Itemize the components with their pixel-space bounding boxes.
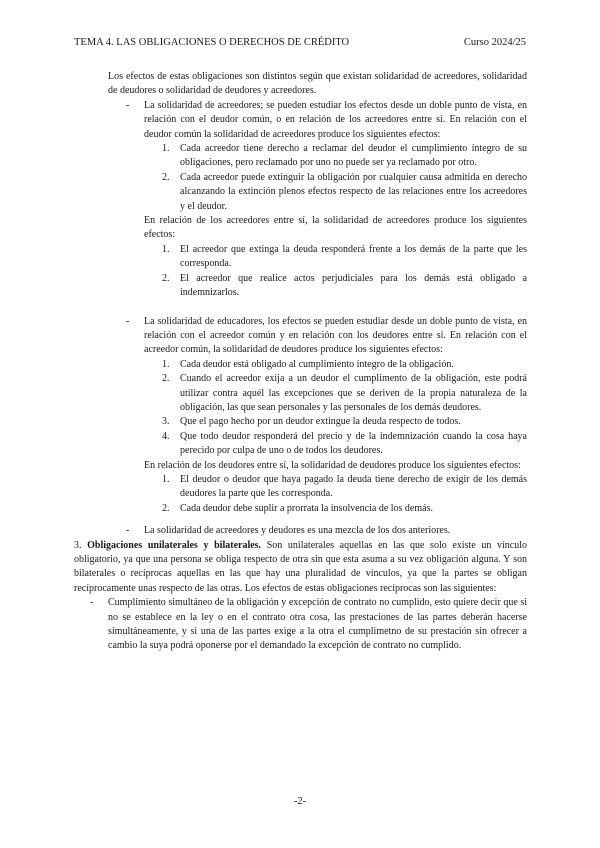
deudores-list-1 <box>74 358 527 459</box>
list-number: 2. <box>162 272 170 284</box>
list-item <box>74 171 527 214</box>
section-number: 3. <box>74 539 82 551</box>
deudores-intro: La solidaridad de educadores, los efectos se pueden estudiar desde un doble punto de vista, en relación con el acreedor común y en relación con los deudores entre sí. En relación con el acreedor común, la solidaridad de deudores produce los siguientes efectos: <box>144 315 527 356</box>
list-number: 2. <box>162 502 170 514</box>
deudores-intro-2: En relación de los deudores entre sí, la solidaridad de deudores produce los siguientes efectos: <box>144 459 521 471</box>
list-text: Cuando el acreedor exija a un deudor el cumplimento de la obligación, este podrá utilizar contra aquél las excepciones que se deriven de la propia naturaleza de la obligación, las que sean personales y las personales de los demás deudores. <box>180 373 527 413</box>
bullet-section-3 <box>74 596 527 654</box>
section-text: Son unilaterales aquellas en las que solo existe un vínculo obligatorio, ya que una persona se obliga respecto de otra sin que esta asuma a su vez obligación alguna. Y son bilaterales o recíprocas aquellas en las que hay una pluralidad de vínculos, ya que la partes se obligan recíprocamente unas respecto de las otras. Los efectos de estas obligaciones recíprocas son las siguientes: <box>74 539 528 594</box>
section-title: Obligaciones unilaterales y bilaterales. <box>87 539 262 551</box>
list-text: Cada deudor debe suplir a prorrata la insolvencia de los demás. <box>180 502 433 514</box>
dash-marker: - <box>90 597 94 609</box>
section-3-item: Cumplimiento simultáneo de la obligación y excepción de contrato no cumplido, esto quiere decir que si no se establece en la ley o en el contrato otra cosa, las prestaciones de las partes deberán hacerse simultáneamente, y si una de las partes exige a la otra el cumplimetno de su prestación sin ofrecer a cambio la suya podrá oponerse por el demandado la excepción de contrato no cumplido. <box>108 597 527 652</box>
dash-marker: - <box>126 525 130 537</box>
bullet-deudores <box>74 315 527 358</box>
list-item <box>74 358 527 372</box>
list-number: 1. <box>162 473 170 485</box>
acreedores-intro: La solidaridad de acreedores; se pueden estudiar los efectos desde un doble punto de vista, en relación con el deudor común, o en relación de los acreedores entre sí. En relación con el deudor común la solidaridad de acreedores produce los siguientes efectos: <box>144 99 527 140</box>
acreedores-intro-2: En relación de los acreedores entre sí, la solidaridad de acreedores produce los siguientes efectos: <box>144 215 527 241</box>
header-course: Curso 2024/25 <box>463 37 526 48</box>
list-item <box>74 142 527 171</box>
list-item <box>74 430 527 459</box>
list-text: El acreedor que realice actos perjudiciales para los demás está obligado a indemnizarlos. <box>180 272 527 299</box>
list-text: El deudor o deudor que haya pagado la deuda tiene derecho de exigir de los demás deudores la parte que les corresponda. <box>180 473 527 500</box>
page-content <box>74 70 527 654</box>
list-item <box>74 243 527 272</box>
intro-paragraph: Los efectos de estas obligaciones son distintos según que existan solidaridad de acreedores, solidaridad de deudores o solidaridad de deudores y acreedores. <box>108 71 527 97</box>
list-text: Que el pago hecho por un deudor extingue la deuda respecto de todos. <box>180 416 461 428</box>
list-number: 2. <box>162 373 170 385</box>
list-item <box>74 502 527 516</box>
list-number: 4. <box>162 430 170 442</box>
list-number: 2. <box>162 171 170 183</box>
list-text: Cada acreedor puede extinguir la obligación por cualquier causa admitida en derecho alcanzando la extinción plenos efectos respecto de las relaciones entre los acreedores y el deudor. <box>180 171 527 212</box>
dash-marker: - <box>126 99 130 111</box>
list-text: Que todo deudor responderá del precio y de la indemnización cuando la cosa haya perecido por culpa de uno o de todos los deudores. <box>180 430 527 457</box>
deudores-list-2 <box>74 473 527 516</box>
mixta-text: La solidaridad de acreedores y deudores es una mezcla de los dos anteriores. <box>144 525 451 537</box>
page-number: -2- <box>293 796 307 807</box>
acreedores-list-2 <box>74 243 527 301</box>
section-3-paragraph <box>74 539 527 597</box>
list-item <box>74 272 527 301</box>
acreedores-list-1 <box>74 142 527 214</box>
bullet-acreedores <box>74 99 527 142</box>
list-number: 1. <box>162 243 170 255</box>
list-item <box>74 415 527 429</box>
list-number: 1. <box>162 358 170 370</box>
list-text: Cada acreedor tiene derecho a reclamar del deudor el cumplimiento íntegro de su obligaciones, pero reclamado por uno no puede ser ya reclamado por otro. <box>180 143 527 169</box>
list-item <box>74 372 527 415</box>
list-item <box>74 473 527 502</box>
dash-marker: - <box>126 315 130 327</box>
list-number: 3. <box>162 416 170 428</box>
list-text: El acreedor que extinga la deuda responderá frente a los demás de la parte que les corresponda. <box>180 243 527 270</box>
header-title: TEMA 4. LAS OBLIGACIONES O DERECHOS DE CRÉDITO <box>74 37 350 48</box>
list-number: 1. <box>162 143 170 155</box>
bullet-mixta <box>74 524 527 538</box>
list-text: Cada deudor está obligado al cumplimiento íntegro de la obligación. <box>180 358 454 370</box>
